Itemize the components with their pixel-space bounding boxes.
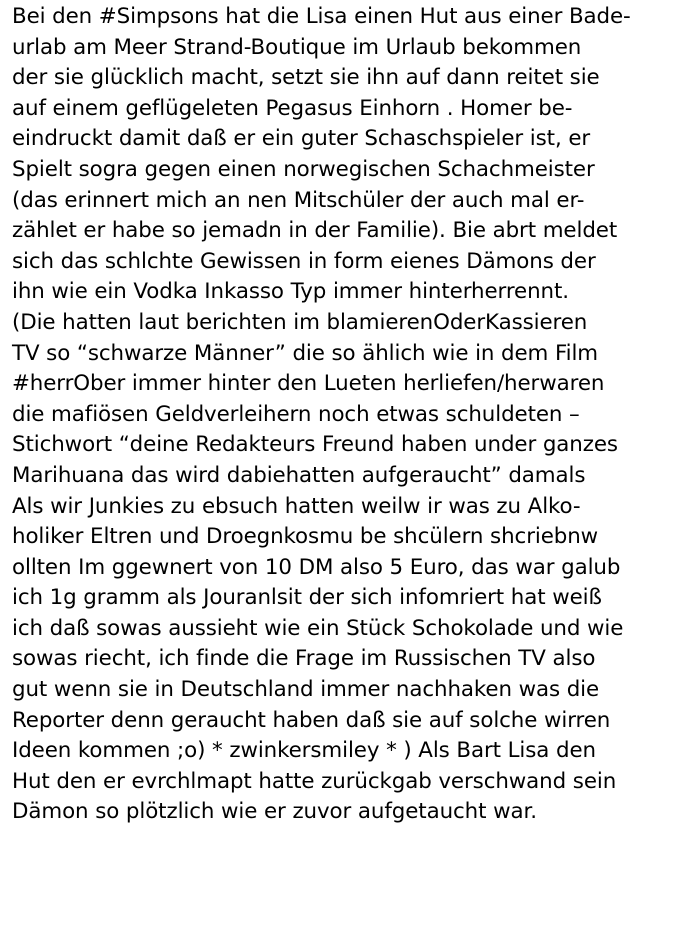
- text-line: ollten Im ggewnert von 10 DM also 5 Euro, das war galub: [12, 554, 621, 580]
- text-line: sowas riecht, ich finde die Frage im Russischen TV also: [12, 646, 596, 672]
- text-line: ihn wie ein Vodka Inkasso Typ immer hinterherrennt.: [12, 279, 569, 305]
- text-line: (Die hatten laut berichten im blamierenOderKassieren: [12, 309, 588, 335]
- text-line: urlab am Meer Strand-Boutique im Urlaub bekommen: [12, 34, 582, 60]
- text-line: Ideen kommen ;o) * zwinkersmiley * ) Als Bart Lisa den: [12, 738, 596, 764]
- text-line: der sie glücklich macht, setzt sie ihn auf dann reitet sie: [12, 65, 600, 91]
- text-line: TV so “schwarze Männer” die so ählich wie in dem Film: [12, 340, 599, 366]
- text-line: ich 1g gramm als Jouranlsit der sich infomriert hat weiß: [12, 585, 602, 611]
- text-line: Marihuana das wird dabiehatten aufgeraucht” damals: [12, 462, 586, 488]
- text-line: sich das schlchte Gewissen in form eienes Dämons der: [12, 248, 596, 274]
- document-text: [12, 2, 684, 828]
- text-line: Bei den #Simpsons hat die Lisa einen Hut aus einer Bade-: [12, 4, 631, 29]
- text-line: auf einem geflügeleten Pegasus Einhorn . Homer be-: [12, 95, 573, 121]
- text-line: Hut den er evrchlmapt hatte zurückgab verschwand sein: [12, 768, 617, 794]
- text-line: zählet er habe so jemadn in der Familie). Bie abrt meldet: [12, 218, 618, 244]
- text-line: gut wenn sie in Deutschland immer nachhaken was die: [12, 677, 600, 703]
- text-line: #herrOber immer hinter den Lueten herliefen/herwaren: [12, 371, 605, 397]
- text-line: holiker Eltren und Droegnkosmu be shcülern shcriebnw: [12, 524, 599, 550]
- text-line: die mafiösen Geldverleihern noch etwas schuldeten –: [12, 401, 580, 427]
- text-line: eindruckt damit daß er ein guter Schaschspieler ist, er: [12, 126, 591, 152]
- text-line: Dämon so plötzlich wie er zuvor aufgetaucht war.: [12, 799, 537, 825]
- text-line: ich daß sowas aussieht wie ein Stück Schokolade und wie: [12, 615, 624, 641]
- text-line: (das erinnert mich an nen Mitschüler der auch mal er-: [12, 187, 585, 213]
- text-line: Stichwort “deine Redakteurs Freund haben under ganzes: [12, 432, 618, 458]
- text-line: Als wir Junkies zu ebsuch hatten weilw ir was zu Alko-: [12, 493, 581, 519]
- text-line: Spielt sogra gegen einen norwegischen Schachmeister: [12, 156, 595, 182]
- text-line: Reporter denn geraucht haben daß sie auf solche wirren: [12, 707, 611, 733]
